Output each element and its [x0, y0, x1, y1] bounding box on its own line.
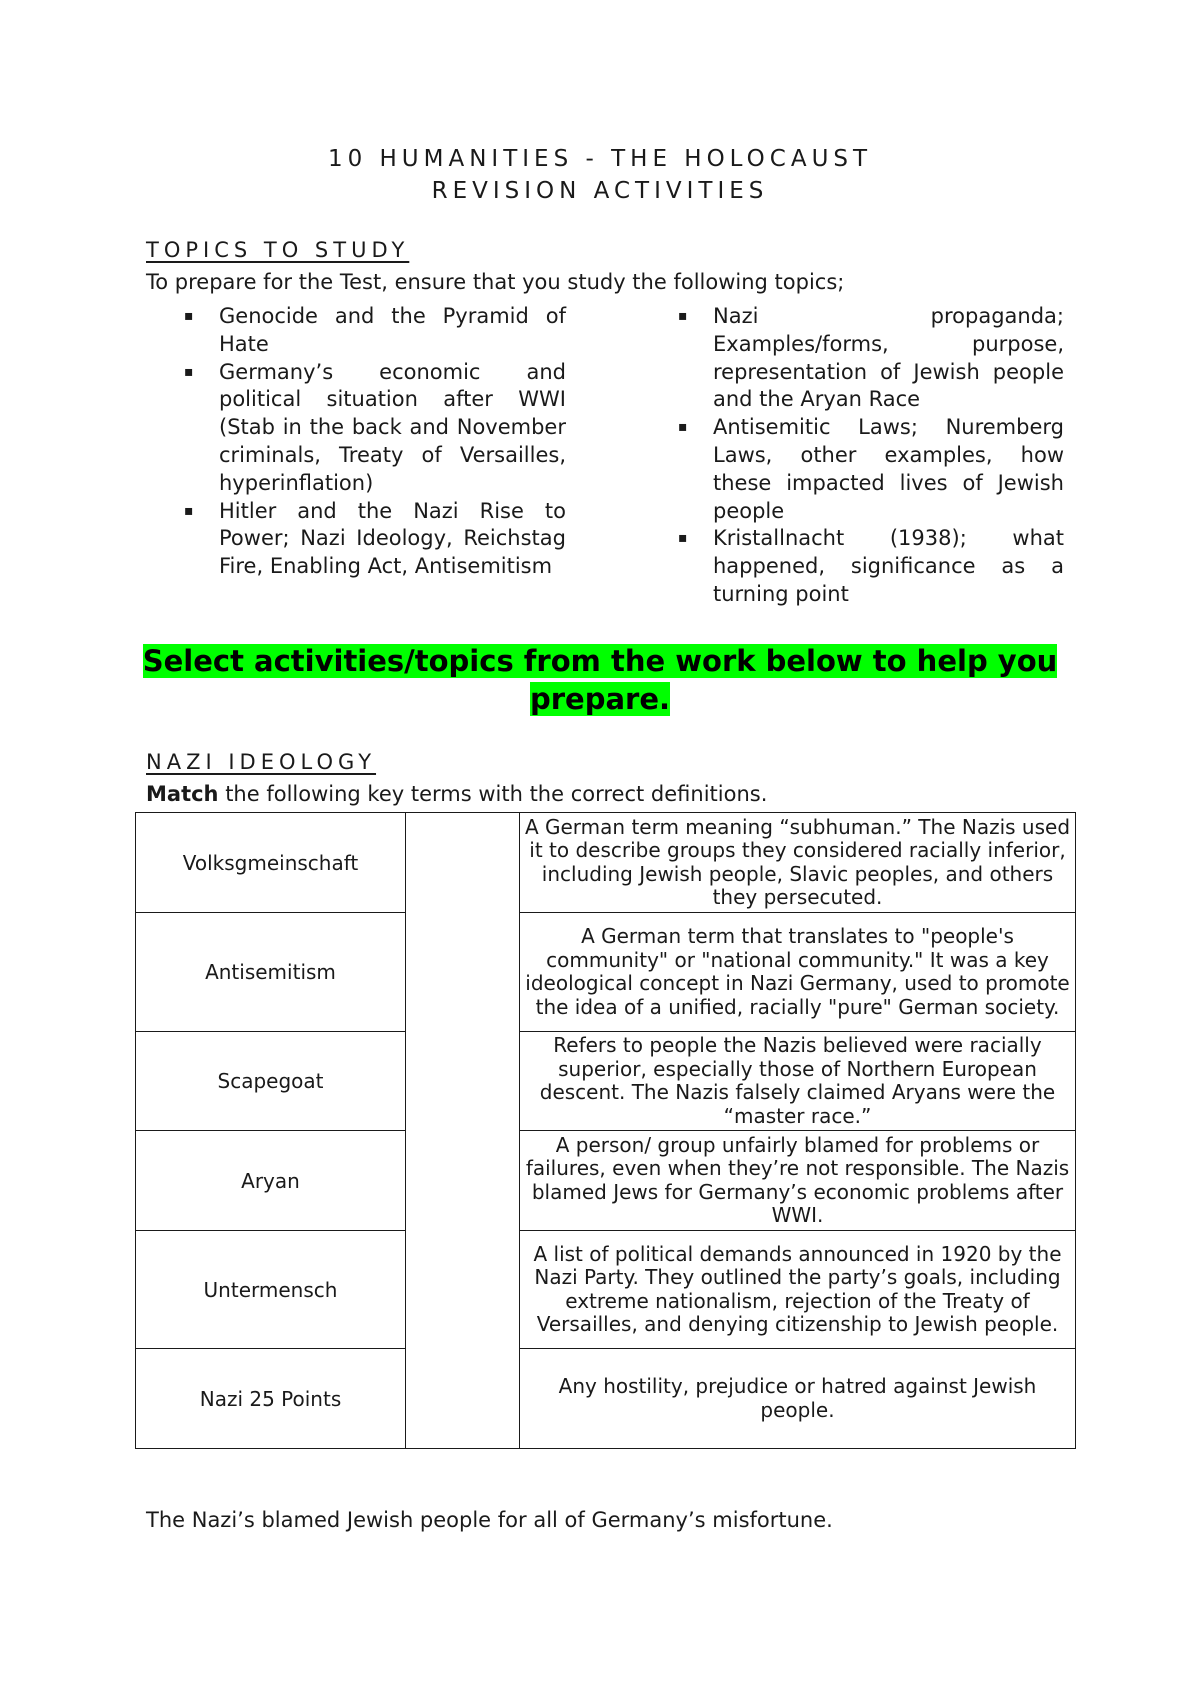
topic-item: ▪ Nazi propaganda; Examples/forms, purpose, representation of Jewish people and the Aryan Race [678, 304, 1064, 412]
bullet-icon: ▪ [184, 363, 194, 380]
bullet-icon: ▪ [678, 530, 688, 547]
definition-cell: A person/ group unfairly blamed for problems or failures, even when they’re not responsible. The Nazis blamed Jews for Germany’s economic problems after WWI. [520, 1131, 1076, 1231]
table-row [136, 1131, 1076, 1231]
topics-list-right [640, 303, 1064, 609]
bullet-icon: ▪ [678, 308, 688, 324]
definition-cell: A German term meaning “subhuman.” The Nazis used it to describe groups they considered racially inferior, including Jewish people, Slavic peoples, and others they persecuted. [520, 813, 1076, 913]
term-cell: Nazi 25 Points [136, 1349, 406, 1449]
topic-item: ▪ Kristallnacht (1938); what happened, significance as a turning point [678, 526, 1064, 606]
topic-item: ▪ Germany’s economic and political situation after WWI (Stab in the back and November criminals, Treaty of Versailles, hyperinflation) [184, 359, 566, 495]
term-cell: Aryan [136, 1131, 406, 1231]
match-instruction [146, 782, 767, 806]
definition-cell: Any hostility, prejudice or hatred against Jewish people. [520, 1349, 1076, 1449]
table-row [136, 913, 1076, 1032]
table-row [136, 1349, 1076, 1449]
highlight-line-1: Select activities/topics from the work below to help you [142, 644, 1058, 678]
match-instruction-text: the following key terms with the correct definitions. [218, 782, 768, 806]
topic-item: ▪ Hitler and the Nazi Rise to Power; Nazi Ideology, Reichstag Fire, Enabling Act, Antisemitism [184, 498, 566, 579]
definition-cell: A German term that translates to "people's community" or "national community." It was a key ideological concept in Nazi Germany, used to promote the idea of a unified, racially "pure" German society. [520, 913, 1076, 1032]
closing-statement: The Nazi’s blamed Jewish people for all of Germany’s misfortune. [146, 1508, 833, 1532]
term-cell: Untermensch [136, 1231, 406, 1349]
definition-cell: Refers to people the Nazis believed were racially superior, especially those of Northern European descent. The Nazis falsely claimed Aryans were the “master race.” [520, 1032, 1076, 1131]
table-row [136, 813, 1076, 913]
answer-column[interactable] [406, 813, 520, 1449]
highlighted-instruction [100, 642, 1100, 718]
term-cell: Volksgmeinschaft [136, 813, 406, 913]
match-instruction-bold: Match [146, 782, 219, 806]
ideology-heading: NAZI IDEOLOGY [146, 750, 377, 774]
topic-item: ▪ Antisemitic Laws; Nuremberg Laws, other examples, how these impacted lives of Jewish people [678, 415, 1064, 523]
document-title: 10 HUMANITIES - THE HOLOCAUST [327, 146, 873, 172]
document-subtitle: REVISION ACTIVITIES [431, 178, 769, 204]
bullet-icon: ▪ [184, 502, 194, 519]
topics-intro: To prepare for the Test, ensure that you study the following topics; [146, 270, 845, 294]
bullet-icon: ▪ [678, 419, 688, 436]
topics-heading: TOPICS TO STUDY [146, 238, 410, 262]
highlight-line-2: prepare. [529, 682, 671, 716]
bullet-icon: ▪ [184, 308, 194, 324]
topic-item: ▪ Genocide and the Pyramid of Hate [184, 304, 566, 356]
table-row [136, 1032, 1076, 1131]
term-cell: Scapegoat [136, 1032, 406, 1131]
matching-table [135, 812, 1076, 1449]
definition-cell: A list of political demands announced in 1920 by the Nazi Party. They outlined the party’s goals, including extreme nationalism, rejection of the Treaty of Versailles, and denying citizenship to Jewish people. [520, 1231, 1076, 1349]
topics-list-left [146, 303, 566, 581]
term-cell: Antisemitism [136, 913, 406, 1032]
table-row [136, 1231, 1076, 1349]
